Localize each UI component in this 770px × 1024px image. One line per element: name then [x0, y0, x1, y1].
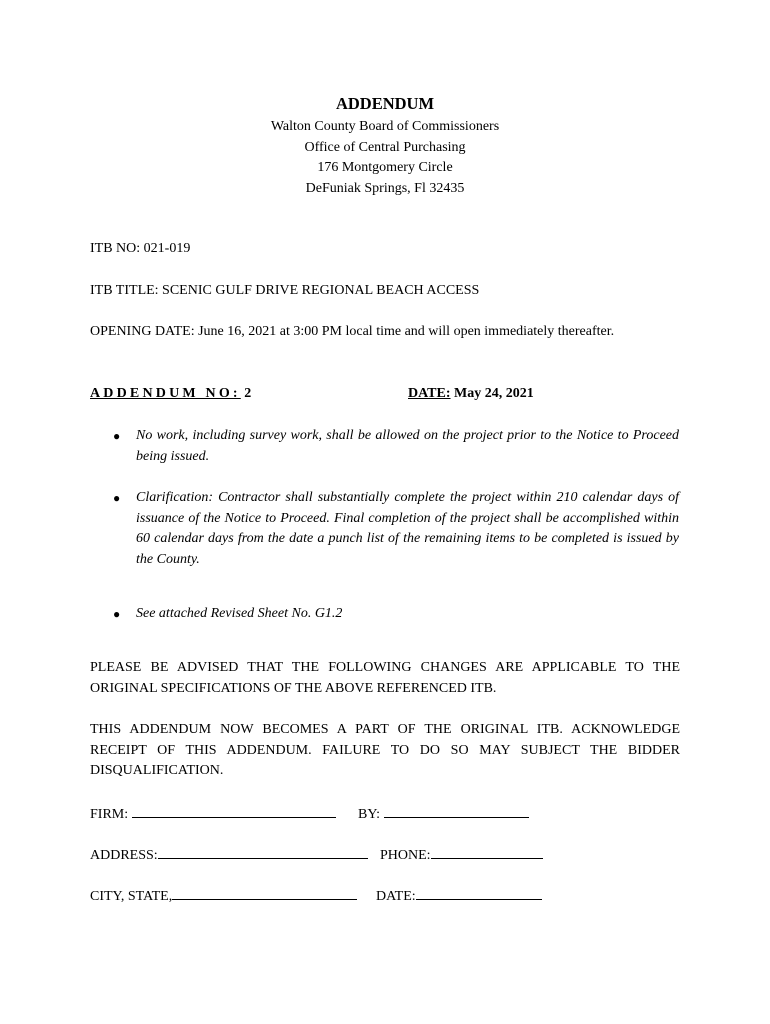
by-label: BY: [358, 807, 381, 822]
bullet-dot-icon: ● [113, 607, 121, 621]
itb-number: ITB NO: 021-019 [90, 241, 191, 256]
bullet-item [113, 426, 679, 467]
city-state-label: CITY, STATE, [90, 889, 173, 904]
itb-title: ITB TITLE: SCENIC GULF DRIVE REGIONAL BEACH ACCESS [90, 283, 480, 298]
addendum-number-value: 2 [244, 386, 252, 401]
notice-paragraph-acknowledge: THIS ADDENDUM NOW BECOMES A PART OF THE ORIGINAL ITB. ACKNOWLEDGE RECEIPT OF THIS ADDENDUM. FAILURE TO DO SO MAY SUBJECT THE BIDDER DISQUALIFICATION. [90, 722, 680, 779]
addendum-date [408, 384, 534, 404]
firm-label: FIRM: [90, 807, 129, 822]
header-line-office: Office of Central Purchasing [304, 139, 466, 155]
bullet-dot-icon: ● [113, 429, 121, 443]
address-label: ADDRESS: [90, 848, 158, 863]
bullet-text: Clarification: Contractor shall substantially complete the project within 210 calendar days of issuance of the Notice to Proceed. Final completion of the project shall be accomplished within 60 calendar days from the date a punch list of the remaining items to be completed is issued by the County. [136, 490, 679, 568]
header-line-organization: Walton County Board of Commissioners [270, 119, 500, 134]
city-state-blank[interactable] [172, 885, 357, 900]
itb-opening-date: OPENING DATE: June 16, 2021 at 3:00 PM local time and will open immediately thereafter. [90, 324, 615, 339]
addendum-date-label: DATE: [408, 386, 451, 401]
notice-paragraph-changes: PLEASE BE ADVISED THAT THE FOLLOWING CHANGES ARE APPLICABLE TO THE ORIGINAL SPECIFICATIONS OF THE ABOVE REFERENCED ITB. [90, 660, 680, 696]
by-blank[interactable] [384, 803, 529, 818]
bullet-dot-icon: ● [113, 491, 121, 505]
addendum-number-label: ADDENDUM NO: [90, 386, 241, 401]
phone-blank[interactable] [431, 844, 543, 859]
addendum-info-row [90, 384, 690, 404]
bullet-text: See attached Revised Sheet No. G1.2 [136, 606, 343, 621]
header-line-street: 176 Montgomery Circle [317, 160, 453, 175]
document-title: ADDENDUM [335, 94, 435, 113]
address-blank[interactable] [158, 844, 368, 859]
bullet-item [113, 488, 679, 571]
date-blank[interactable] [416, 885, 542, 900]
firm-blank[interactable] [132, 803, 336, 818]
header-line-city: DeFuniak Springs, Fl 32435 [305, 180, 465, 196]
phone-label: PHONE: [380, 848, 431, 863]
date-label: DATE: [376, 889, 416, 904]
addendum-date-value: May 24, 2021 [454, 386, 534, 401]
bullet-text: No work, including survey work, shall be allowed on the project prior to the Notice to Proceed being issued. [136, 428, 679, 464]
bullet-item [113, 604, 679, 625]
document-header [0, 93, 770, 199]
